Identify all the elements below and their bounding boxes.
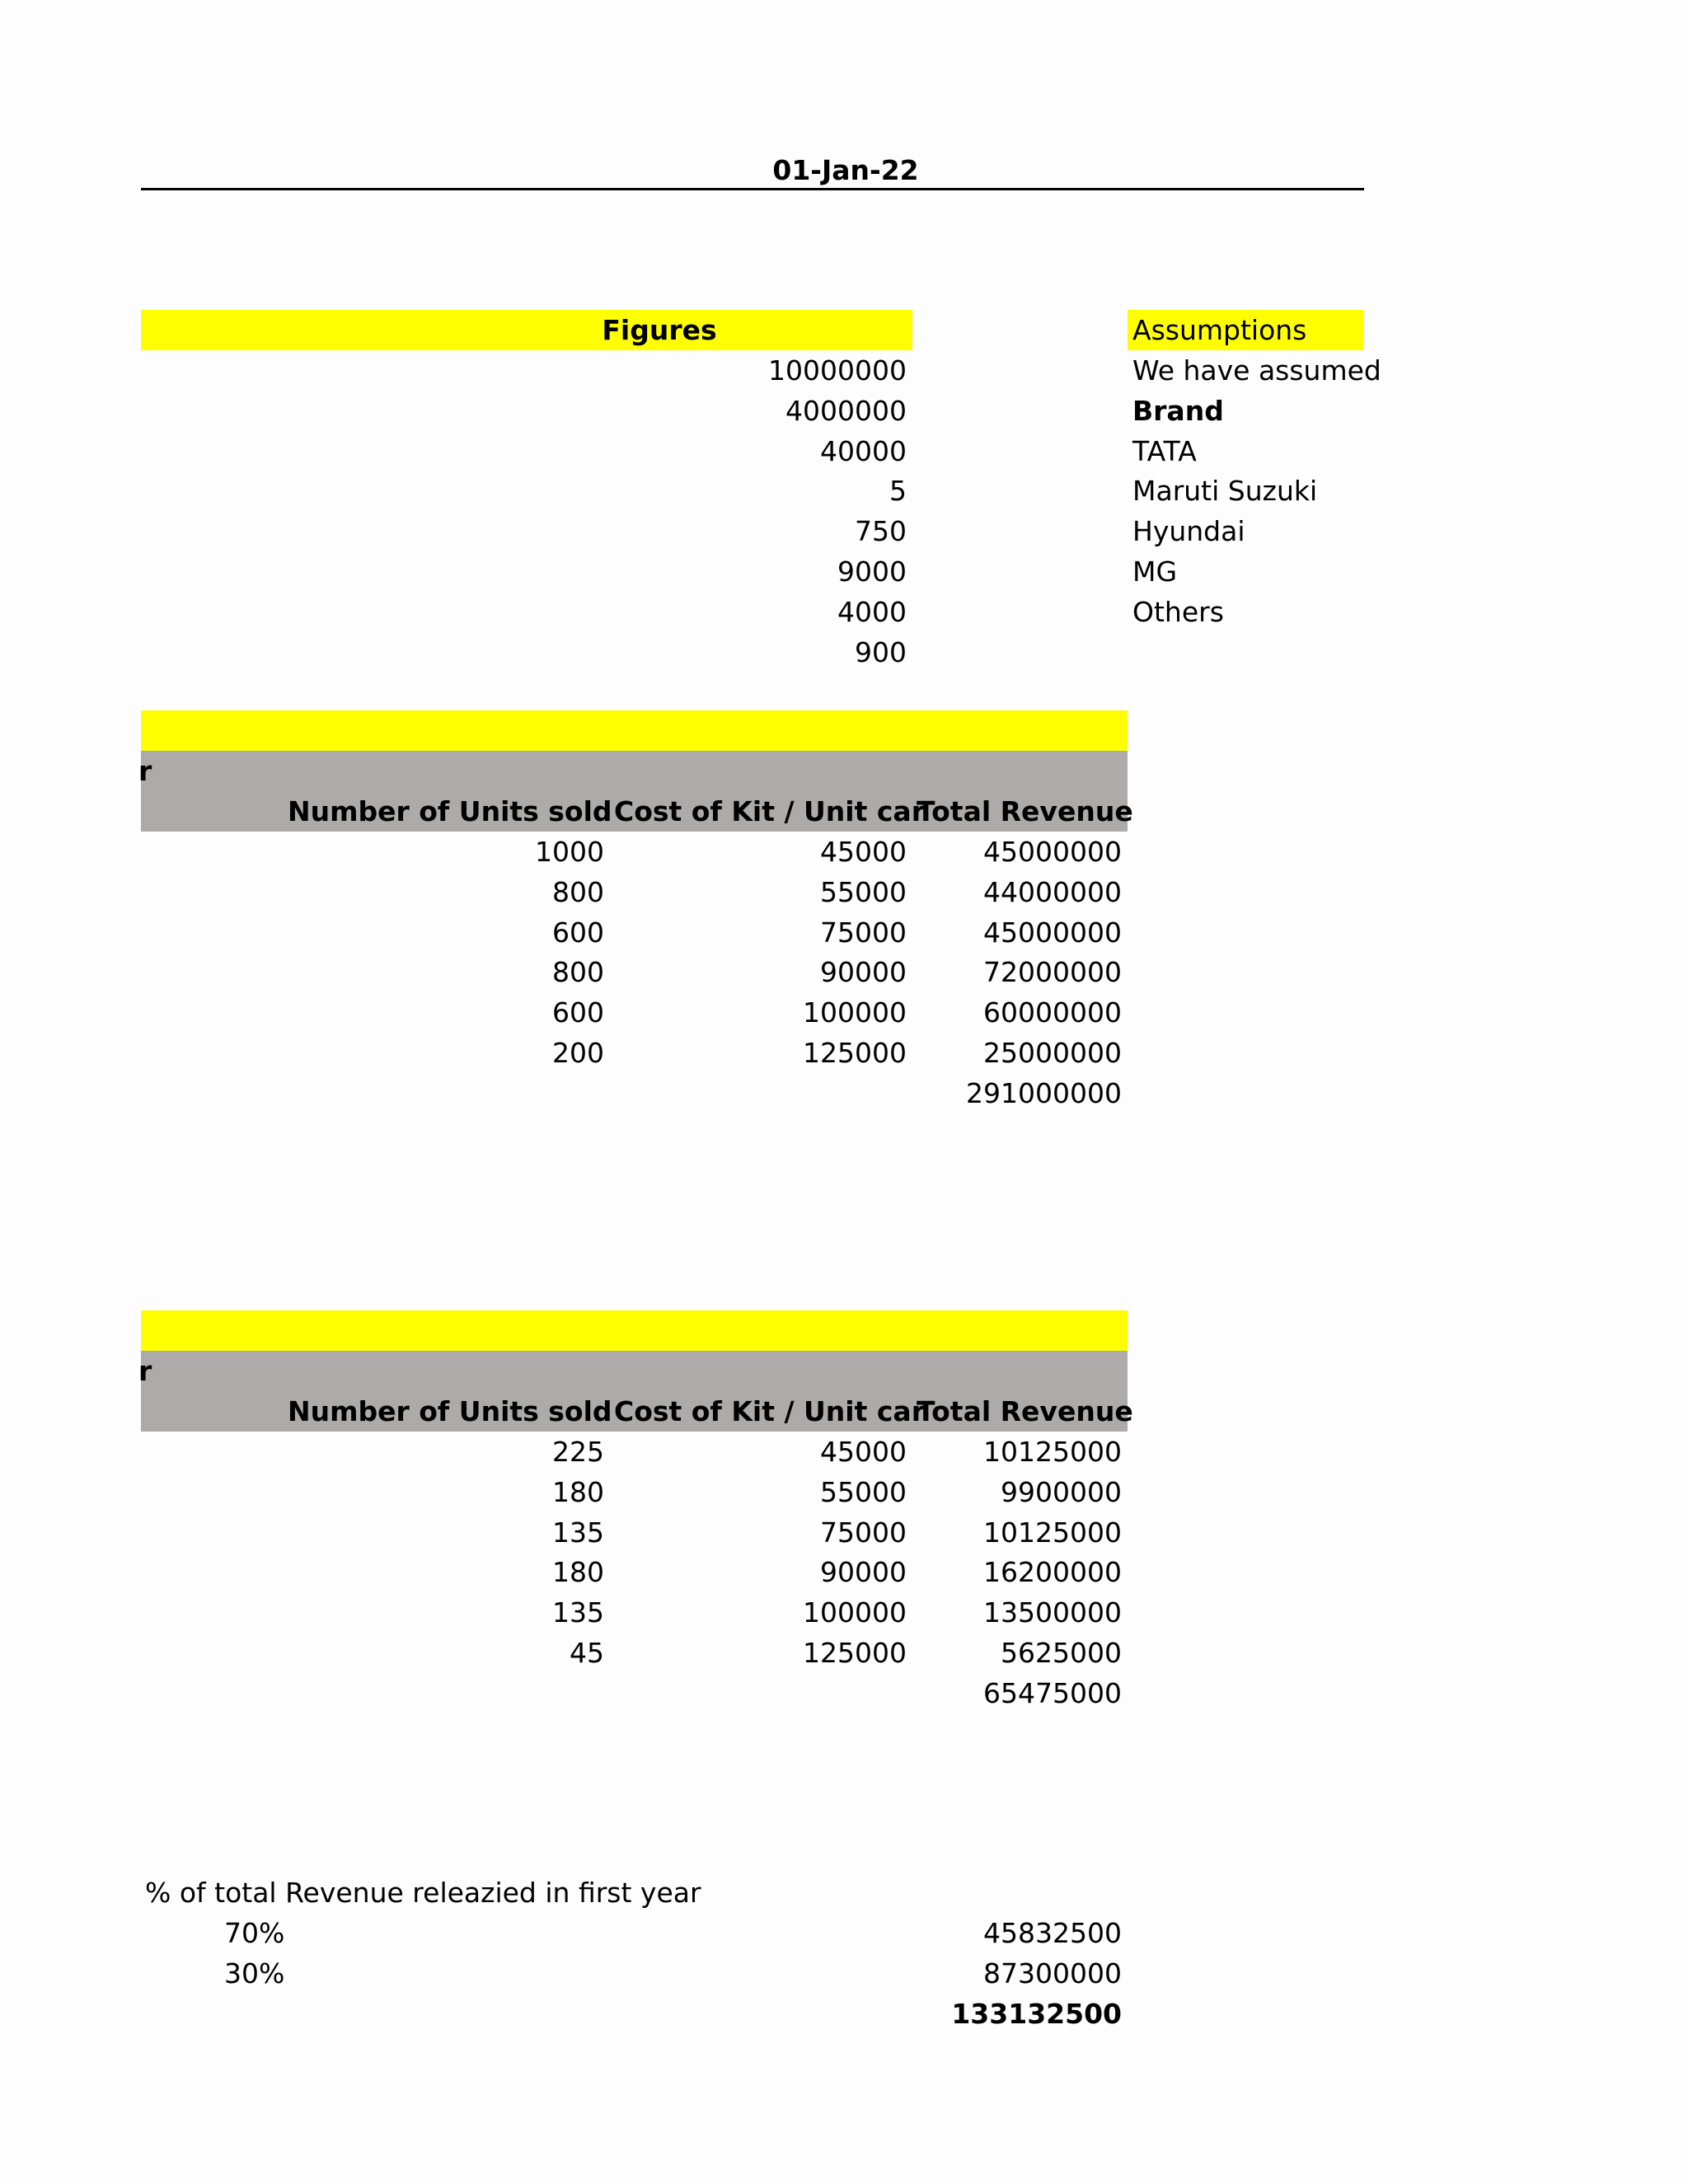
table-cell-cost: 125000 (803, 1637, 907, 1669)
table-cell-revenue: 5625000 (1001, 1637, 1122, 1669)
table1-col-cost: Cost of Kit / Unit car (614, 795, 925, 827)
figure-value: 5 (889, 475, 907, 508)
figure-value: 40000 (820, 434, 907, 467)
title-underline (141, 188, 1364, 190)
summary-percent: 30% (224, 1957, 285, 1990)
table-cell-cost: 100000 (803, 996, 907, 1029)
figure-value: 750 (855, 515, 907, 548)
table-cell-revenue: 10125000 (983, 1516, 1122, 1549)
table-cell-cost: 100000 (803, 1596, 907, 1629)
table-cell-revenue: 13500000 (983, 1596, 1122, 1629)
assumption-line: Brand (1132, 394, 1224, 427)
table-cell-units: 180 (552, 1556, 604, 1589)
summary-label: % of total Revenue releazied in first year (145, 1877, 701, 1909)
table1-cut-label: r (138, 755, 152, 787)
summary-grand-total: 133132500 (951, 1997, 1122, 2030)
table-cell-cost: 90000 (820, 1556, 907, 1589)
table-total: 291000000 (966, 1076, 1122, 1109)
table-cell-revenue: 16200000 (983, 1556, 1122, 1589)
table-cell-units: 800 (552, 875, 604, 908)
table-cell-revenue: 44000000 (983, 875, 1122, 908)
table-cell-cost: 45000 (820, 836, 907, 868)
table-cell-units: 200 (552, 1037, 604, 1069)
table2-col-cost: Cost of Kit / Unit car (614, 1395, 925, 1427)
table-total: 65475000 (983, 1676, 1122, 1709)
assumption-line: We have assumed (1132, 354, 1381, 387)
table-cell-units: 600 (552, 996, 604, 1029)
table-cell-units: 800 (552, 956, 604, 989)
table-cell-units: 180 (552, 1475, 604, 1508)
table2-title-band (141, 1310, 1128, 1351)
table-cell-revenue: 10125000 (983, 1436, 1122, 1468)
table-cell-revenue: 9900000 (1001, 1475, 1122, 1508)
figures-header-band (141, 310, 912, 350)
table-cell-revenue: 45000000 (983, 916, 1122, 949)
assumptions-header: Assumptions (1132, 314, 1307, 346)
table-cell-units: 135 (552, 1596, 604, 1629)
table-cell-cost: 125000 (803, 1037, 907, 1069)
table-cell-revenue: 25000000 (983, 1037, 1122, 1069)
table2-col-units: Number of Units sold (288, 1395, 612, 1427)
table-cell-cost: 55000 (820, 875, 907, 908)
table-cell-cost: 90000 (820, 956, 907, 989)
summary-percent: 70% (224, 1917, 285, 1949)
figure-value: 10000000 (768, 354, 907, 387)
table2-cut-label: r (138, 1355, 152, 1387)
table-cell-units: 135 (552, 1516, 604, 1549)
table-cell-units: 600 (552, 916, 604, 949)
table-cell-units: 225 (552, 1436, 604, 1468)
table-cell-revenue: 45000000 (983, 836, 1122, 868)
summary-value: 45832500 (983, 1917, 1122, 1949)
report-date: 01-Jan-22 (772, 154, 919, 186)
table-cell-cost: 55000 (820, 1475, 907, 1508)
table-cell-revenue: 72000000 (983, 956, 1122, 989)
table1-col-units: Number of Units sold (288, 795, 612, 827)
table-cell-cost: 75000 (820, 1516, 907, 1549)
assumption-line: Others (1132, 595, 1224, 628)
table1-title-band (141, 710, 1128, 751)
table-cell-units: 1000 (535, 836, 604, 868)
figure-value: 900 (855, 635, 907, 668)
table-cell-revenue: 60000000 (983, 996, 1122, 1029)
assumption-line: TATA (1132, 434, 1197, 467)
figure-value: 4000 (837, 595, 907, 628)
summary-value: 87300000 (983, 1957, 1122, 1990)
assumption-line: Hyundai (1132, 515, 1245, 548)
table-cell-units: 45 (570, 1637, 604, 1669)
table-cell-cost: 75000 (820, 916, 907, 949)
assumption-line: Maruti Suzuki (1132, 475, 1318, 508)
table2-col-revenue: Total Revenue (917, 1395, 1133, 1427)
figure-value: 9000 (837, 555, 907, 588)
figure-value: 4000000 (785, 394, 907, 427)
figures-header: Figures (602, 314, 717, 346)
table-cell-cost: 45000 (820, 1436, 907, 1468)
table1-col-revenue: Total Revenue (917, 795, 1133, 827)
assumption-line: MG (1132, 555, 1178, 588)
